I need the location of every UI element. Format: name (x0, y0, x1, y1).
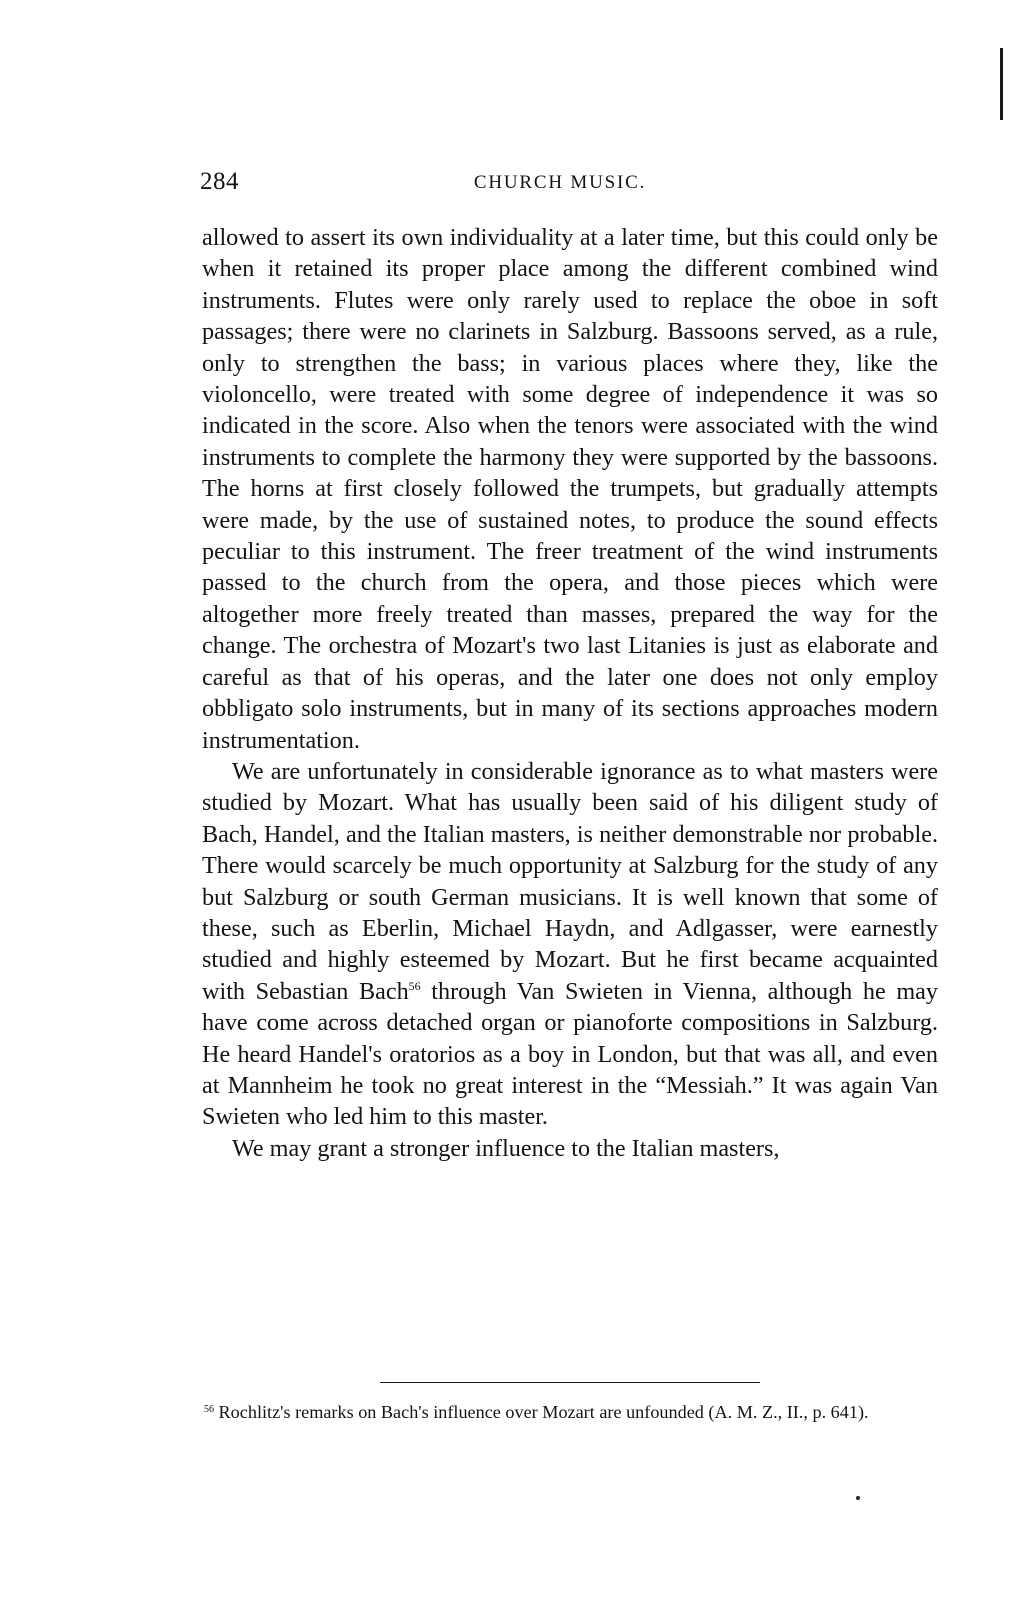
footnote (204, 1398, 948, 1426)
page-number: 284 (200, 168, 239, 195)
body-text (202, 222, 938, 1164)
page-header (200, 168, 940, 204)
paragraph-2-text-a: We are unfortunately in considerable ignorance as to what masters were studied by Mozart. What has usually been said of his diligent study of Bach, Handel, and the Italian masters, is neither demonstrable nor probable. There would scarcely be much opportunity at Salzburg for the study of any but Salzburg or south German musicians. It is well known that some of these, such as Eberlin, Michael Haydn, and Adlgasser, were earnestly studied and highly esteemed by Mozart. But he first became acquainted with Sebastian Bach (202, 757, 938, 1005)
paragraph-1: allowed to assert its own individuality at a later time, but this could only be when it retained its proper place among the different combined wind instruments. Flutes were only rarely used to replace the oboe in soft passages; there were no clarinets in Salzburg. Bassoons served, as a rule, only to strengthen the bass; in various places where they, like the violoncello, were treated with some degree of independence it was so indicated in the score. Also when the tenors were associated with the wind instruments to complete the harmony they were supported by the bassoons. The horns at first closely followed the trumpets, but gradually attempts were made, by the use of sustained notes, to produce the sound effects peculiar to this instrument. The freer treatment of the wind instruments passed to the church from the opera, and those pieces which were altogether more freely treated than masses, prepared the way for the change. The orchestra of Mozart's two last Litanies is just as elaborate and careful as that of his operas, and the later one does not only employ obbligato solo instruments, but in many of its sections approaches modern instrumentation. (202, 224, 938, 754)
paragraph-2-text-b: through Van Swieten in Vienna, although he may have come across detached organ or pianoforte compositions in Salzburg. He heard Handel's oratorios as a boy in London, but that was all, and even at Mannheim he took no great interest in the “Messiah.” It was again Van Swieten who led him to this master. (202, 977, 938, 1131)
footnote-reference[interactable]: 56 (408, 978, 421, 993)
footnote-divider (380, 1382, 760, 1383)
footnote-text: Rochlitz's remarks on Bach's influence over Mozart are unfounded (A. M. Z., II., p. 641). (218, 1402, 869, 1422)
footnote-marker: 56 (204, 1404, 214, 1415)
running-title: CHURCH MUSIC. (473, 172, 647, 193)
print-speck (856, 1496, 860, 1500)
paragraph-3: We may grant a stronger influence to the Italian masters, (232, 1134, 780, 1162)
page-edge-mark (1000, 48, 1003, 120)
paragraph-2 (202, 756, 938, 1133)
